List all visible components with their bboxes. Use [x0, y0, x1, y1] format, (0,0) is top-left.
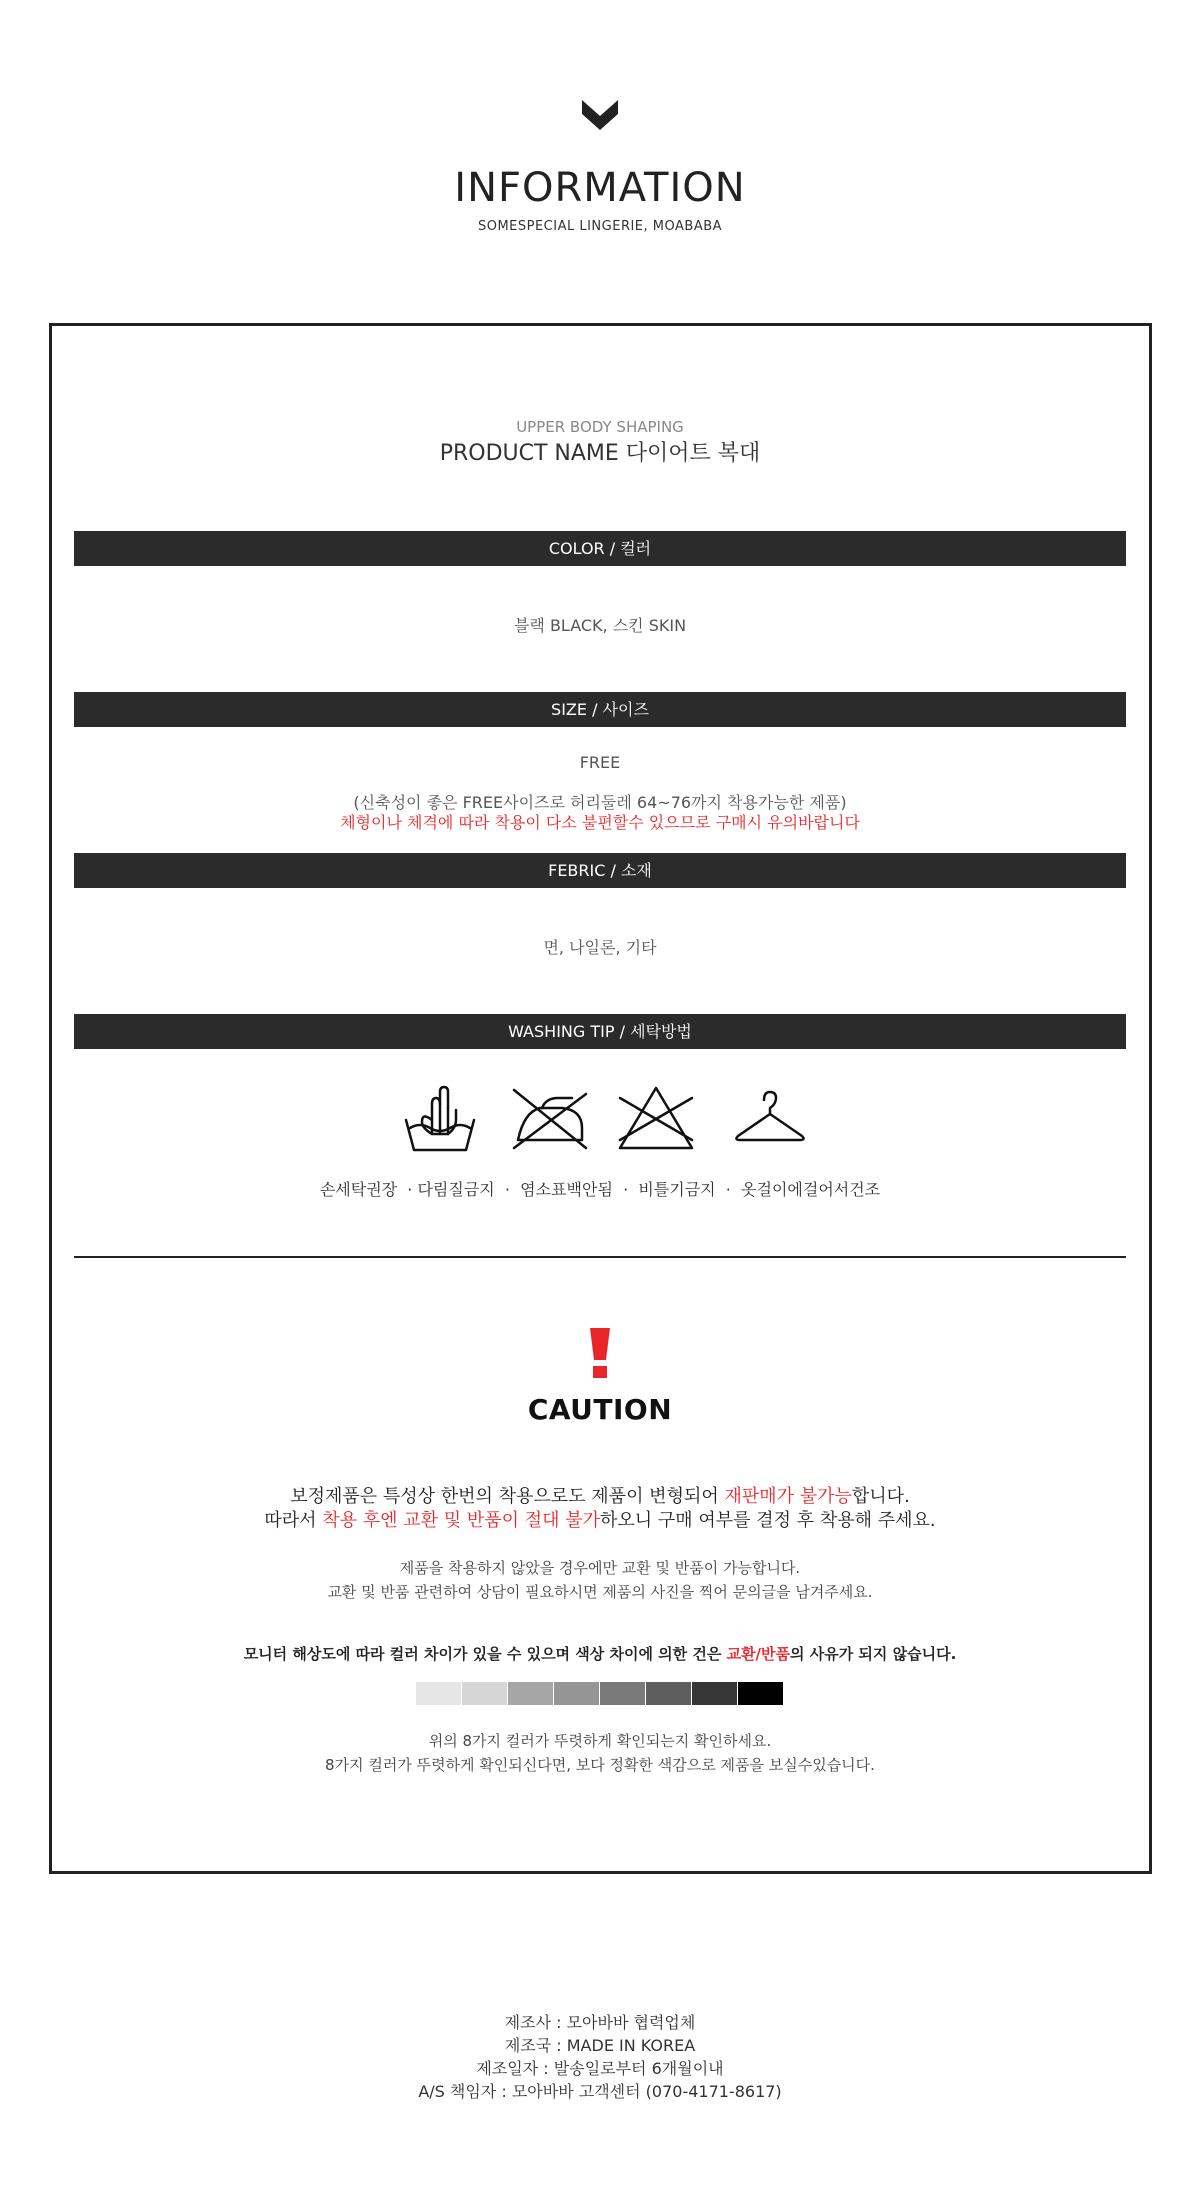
size-warning: 체형이나 체격에 따라 착용이 다소 불편할수 있으므로 구매시 유의바랍니다 [340, 813, 860, 832]
footer-maker: 제조사 : 모아바바 협력업체 [504, 2013, 696, 2032]
fabric-section-header: FEBRIC / 소재 [74, 853, 1126, 888]
color-value: 블랙 BLACK, 스킨 SKIN [513, 616, 687, 635]
footer-country: 제조국 : MADE IN KOREA [504, 2036, 696, 2055]
washing-labels: 손세탁권장 · 다림질금지 · 염소표백안됨 · 비틀기금지 · 옷걸이에걸어서건조 [319, 1180, 881, 1199]
color-swatch [416, 1682, 462, 1705]
footer-as: A/S 책임자 : 모아바바 고객센터 (070-4171-8617) [418, 2082, 782, 2101]
size-value: FREE [579, 753, 621, 772]
page-subtitle: SOMESPECIAL LINGERIE, MOABABA [477, 219, 723, 234]
color-section-header: COLOR / 컬러 [74, 531, 1126, 566]
color-swatch [600, 1682, 646, 1705]
caution-small-2: 교환 및 반품 관련하여 상담이 필요하시면 제품의 사진을 찍어 문의글을 남겨주세요. [327, 1583, 873, 1601]
washing-section-header: WASHING TIP / 세탁방법 [74, 1014, 1126, 1049]
page-title: INFORMATION [454, 165, 746, 211]
size-note: (신축성이 좋은 FREE사이즈로 허리둘레 64~76까지 착용가능한 제품) [353, 793, 847, 812]
swatch-check-1: 위의 8가지 컬러가 뚜렷하게 확인되는지 확인하세요. [428, 1732, 772, 1750]
color-swatch [646, 1682, 692, 1705]
caution-small-1: 제품을 착용하지 않았을 경우에만 교환 및 반품이 가능합니다. [399, 1559, 801, 1577]
size-section-header: SIZE / 사이즈 [74, 692, 1126, 727]
washing-icons [0, 1084, 1200, 1154]
chevron-down-icon [582, 98, 618, 134]
color-swatch [692, 1682, 738, 1705]
caution-line-1: 보정제품은 특성상 한번의 착용으로도 제품이 변형되어 재판매가 불가능합니다. [290, 1486, 910, 1507]
exclamation-icon [588, 1328, 612, 1378]
product-category: UPPER BODY SHAPING [516, 418, 684, 436]
color-swatches [416, 1682, 784, 1705]
swatch-check-2: 8가지 컬러가 뚜렷하게 확인되신다면, 보다 정확한 색감으로 제품을 보실수있습니다. [325, 1756, 875, 1774]
monitor-notice: 모니터 해상도에 따라 컬러 차이가 있을 수 있으며 색상 차이에 의한 건은 교환/반품의 사유가 되지 않습니다. [243, 1645, 957, 1663]
no-ironing-icon [510, 1084, 590, 1154]
hang-dry-icon [730, 1084, 810, 1154]
color-swatch [508, 1682, 554, 1705]
footer-date: 제조일자 : 발송일로부터 6개월이내 [476, 2059, 724, 2078]
color-swatch [738, 1682, 784, 1705]
hand-wash-icon [400, 1084, 480, 1154]
caution-line-2: 따라서 착용 후엔 교환 및 반품이 절대 불가하오니 구매 여부를 결정 후 착용해 주세요. [264, 1510, 936, 1531]
caution-title: CAUTION [527, 1393, 673, 1426]
divider [74, 1256, 1126, 1258]
fabric-value: 면, 나일론, 기타 [543, 938, 657, 957]
color-swatch [462, 1682, 508, 1705]
product-name: PRODUCT NAME 다이어트 복대 [439, 441, 761, 466]
color-swatch [554, 1682, 600, 1705]
